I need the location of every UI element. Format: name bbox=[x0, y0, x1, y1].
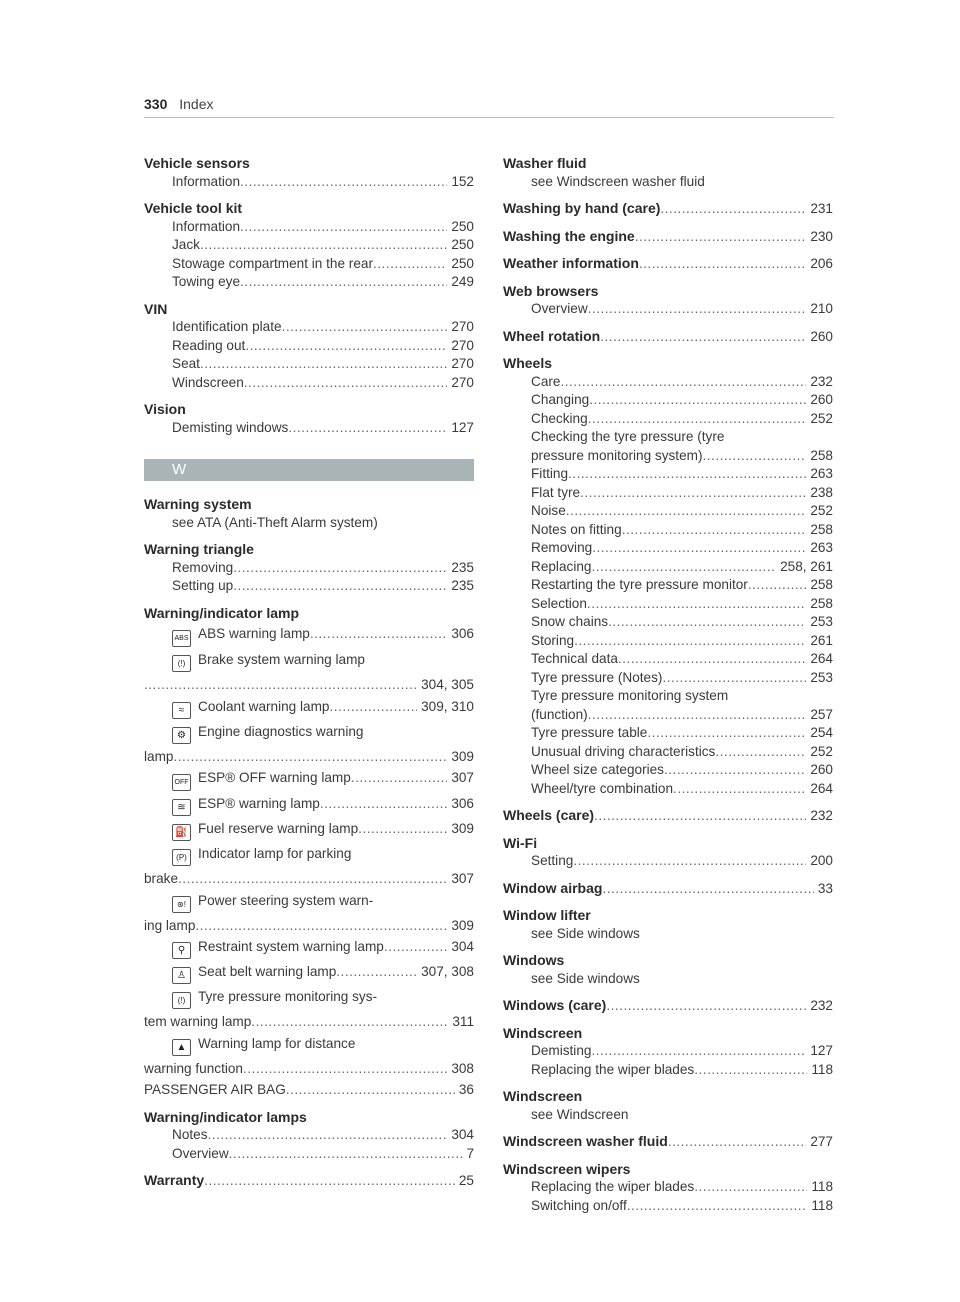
sub-entry-continuation: ing lamp ..... 309 bbox=[144, 917, 474, 936]
sub-entry: (P) Indicator lamp for parking bbox=[144, 845, 474, 866]
index-entry: Window airbag ..... 33 bbox=[503, 879, 833, 899]
index-entry: Washing the engine ..... 230 bbox=[503, 227, 833, 247]
sub-entry: Replacing ..... 258, 261 bbox=[503, 558, 833, 577]
index-entry bbox=[144, 540, 474, 596]
page-number: 330 bbox=[144, 96, 168, 112]
entry-heading: Windscreen wipers bbox=[503, 1160, 631, 1177]
entry-heading: Wheels bbox=[503, 355, 553, 371]
sub-entry: Wheel size categories ..... 260 bbox=[503, 761, 833, 780]
sub-entry: Noise ..... 252 bbox=[503, 502, 833, 521]
sub-entry-continuation: (function) ..... 257 bbox=[503, 706, 833, 725]
index-column-left bbox=[144, 154, 474, 1199]
parking-brake-icon: (P) bbox=[172, 849, 191, 866]
index-entry bbox=[144, 300, 474, 393]
entry-heading: Vehicle sensors bbox=[144, 155, 250, 171]
sub-entry: Tyre pressure monitoring system bbox=[531, 688, 729, 703]
see-reference: see Windscreen bbox=[531, 1106, 629, 1122]
index-entry bbox=[503, 1160, 833, 1216]
sub-entry: Tyre pressure (Notes) ..... 253 bbox=[503, 669, 833, 688]
index-entry bbox=[503, 1024, 833, 1080]
sub-entry: Demisting windows ..... 127 bbox=[144, 419, 474, 438]
entry-heading: Window lifter bbox=[503, 907, 591, 923]
seat-belt-icon: ♙ bbox=[172, 967, 191, 984]
sub-entry-continuation: warning function ..... 308 bbox=[144, 1060, 474, 1079]
sub-entry: ABS ABS warning lamp ..... 306 bbox=[144, 625, 474, 647]
section-letter-bar: W bbox=[144, 459, 474, 481]
sub-entry: Tyre pressure table ..... 254 bbox=[503, 724, 833, 743]
sub-entry: Flat tyre ..... 238 bbox=[503, 484, 833, 503]
sub-entry: Snow chains ..... 253 bbox=[503, 613, 833, 632]
page-title: Index bbox=[179, 96, 214, 112]
index-entry: Wheels (care) ..... 232 bbox=[503, 806, 833, 826]
sub-entry: Identification plate ..... 270 bbox=[144, 318, 474, 337]
sub-entry: (!) Brake system warning lamp bbox=[144, 651, 474, 672]
tyre-pressure-icon: (!) bbox=[172, 992, 191, 1009]
sub-entry-continuation: ..... 304, 305 bbox=[144, 676, 474, 695]
index-entry: Wheel rotation ..... 260 bbox=[503, 327, 833, 347]
sub-entry: Removing ..... 263 bbox=[503, 539, 833, 558]
sub-entry: Towing eye ..... 249 bbox=[144, 273, 474, 292]
index-entry bbox=[503, 951, 833, 988]
sub-entry: Reading out ..... 270 bbox=[144, 337, 474, 356]
sub-entry-continuation: brake ..... 307 bbox=[144, 870, 474, 889]
engine-icon: ⚙ bbox=[172, 727, 191, 744]
entry-heading: Warning triangle bbox=[144, 541, 254, 557]
index-entry: Weather information ..... 206 bbox=[503, 254, 833, 274]
sub-entry: Seat ..... 270 bbox=[144, 355, 474, 374]
sub-entry: Changing ..... 260 bbox=[503, 391, 833, 410]
index-entry bbox=[503, 1087, 833, 1124]
index-column-right bbox=[503, 154, 833, 1223]
sub-entry: PASSENGER AIR BAG ..... 36 bbox=[144, 1081, 474, 1100]
fuel-icon: ⛽ bbox=[172, 824, 191, 841]
index-entry bbox=[144, 199, 474, 292]
header-divider bbox=[144, 117, 834, 118]
sub-entry: Technical data ..... 264 bbox=[503, 650, 833, 669]
entry-heading: Vehicle tool kit bbox=[144, 200, 243, 216]
esp-icon: ≋ bbox=[172, 799, 191, 816]
abs-warning-icon: ABS bbox=[172, 630, 191, 647]
sub-entry: Jack ..... 250 bbox=[144, 236, 474, 255]
index-entry: Windscreen washer fluid ..... 277 bbox=[503, 1132, 833, 1152]
page-header bbox=[144, 96, 214, 112]
entry-heading: Vision bbox=[144, 401, 186, 417]
sub-entry: Unusual driving characteristics ..... 252 bbox=[503, 743, 833, 762]
index-entry bbox=[144, 604, 474, 1100]
sub-entry: Switching on/off ..... 118 bbox=[503, 1197, 833, 1216]
sub-entry: Setting up ..... 235 bbox=[144, 577, 474, 596]
see-reference: see Side windows bbox=[531, 970, 640, 986]
see-reference: see ATA (Anti-Theft Alarm system) bbox=[172, 514, 378, 530]
esp-off-icon: OFF bbox=[172, 774, 191, 791]
sub-entry: Restarting the tyre pressure monitor ..... 258 bbox=[503, 576, 833, 595]
sub-entry: ♙ Seat belt warning lamp ..... 307, 308 bbox=[144, 963, 474, 984]
entry-heading: Windscreen bbox=[503, 1024, 583, 1041]
sub-entry-continuation: pressure monitoring system) ..... 258 bbox=[503, 447, 833, 466]
sub-entry: Information ..... 152 bbox=[144, 173, 474, 192]
sub-entry: Care ..... 232 bbox=[503, 373, 833, 392]
sub-entry: Windscreen ..... 270 bbox=[144, 374, 474, 393]
entry-heading: Warning/indicator lamps bbox=[144, 1108, 307, 1125]
entry-heading: Windscreen bbox=[503, 1088, 583, 1104]
brake-warning-icon: (!) bbox=[172, 655, 191, 672]
sub-entry: Replacing the wiper blades ..... 118 bbox=[503, 1061, 833, 1080]
index-entry bbox=[144, 495, 474, 532]
sub-entry: Overview ..... 210 bbox=[503, 300, 833, 319]
sub-entry: Checking the tyre pressure (tyre bbox=[531, 429, 725, 444]
sub-entry: ⛽ Fuel reserve warning lamp ..... 309 bbox=[144, 820, 474, 841]
index-entry bbox=[503, 906, 833, 943]
coolant-icon: ≈ bbox=[172, 702, 191, 719]
index-entry bbox=[144, 1108, 474, 1164]
sub-entry: Fitting ..... 263 bbox=[503, 465, 833, 484]
entry-heading: VIN bbox=[144, 300, 168, 317]
index-entry bbox=[503, 154, 833, 191]
power-steering-icon: ⊛! bbox=[172, 896, 191, 913]
index-entry bbox=[503, 354, 833, 798]
entry-heading: Washer fluid bbox=[503, 155, 587, 171]
sub-entry: Notes on fitting ..... 258 bbox=[503, 521, 833, 540]
index-entry bbox=[144, 154, 474, 191]
index-entry bbox=[144, 400, 474, 437]
sub-entry: Wheel/tyre combination ..... 264 bbox=[503, 780, 833, 799]
sub-entry: Selection ..... 258 bbox=[503, 595, 833, 614]
sub-entry: OFF ESP® OFF warning lamp ..... 307 bbox=[144, 769, 474, 791]
entry-heading: Web browsers bbox=[503, 282, 599, 299]
sub-entry-continuation: lamp ..... 309 bbox=[144, 748, 474, 767]
see-reference: see Windscreen washer fluid bbox=[531, 173, 705, 189]
sub-entry: ⊛! Power steering system warn- bbox=[144, 892, 474, 913]
index-entry bbox=[503, 282, 833, 319]
sub-entry: Demisting ..... 127 bbox=[503, 1042, 833, 1061]
entry-heading: Wi-Fi bbox=[503, 834, 538, 851]
sub-entry: Notes ..... 304 bbox=[144, 1126, 474, 1145]
sub-entry: (!) Tyre pressure monitoring sys- bbox=[144, 988, 474, 1009]
index-entry: Warranty ..... 25 bbox=[144, 1171, 474, 1191]
sub-entry-continuation: tem warning lamp ..... 311 bbox=[144, 1013, 474, 1032]
entry-heading: Warning/indicator lamp bbox=[144, 604, 300, 621]
distance-warning-icon: ▲ bbox=[172, 1039, 191, 1056]
sub-entry: Replacing the wiper blades ..... 118 bbox=[503, 1178, 833, 1197]
sub-entry: Stowage compartment in the rear ..... 250 bbox=[144, 255, 474, 274]
sub-entry: Information ..... 250 bbox=[144, 218, 474, 237]
sub-entry: Overview ..... 7 bbox=[144, 1145, 474, 1164]
sub-entry: ⚙ Engine diagnostics warning bbox=[144, 723, 474, 744]
sub-entry: Checking ..... 252 bbox=[503, 410, 833, 429]
restraint-system-icon: ⚲ bbox=[172, 942, 191, 959]
entry-heading: Warning system bbox=[144, 496, 252, 512]
sub-entry: Setting ..... 200 bbox=[503, 852, 833, 871]
index-entry: Windows (care) ..... 232 bbox=[503, 996, 833, 1016]
sub-entry: ≈ Coolant warning lamp ..... 309, 310 bbox=[144, 698, 474, 719]
sub-entry: ▲ Warning lamp for distance bbox=[144, 1035, 474, 1056]
index-entry: Washing by hand (care) ..... 231 bbox=[503, 199, 833, 219]
sub-entry: Removing ..... 235 bbox=[144, 559, 474, 578]
sub-entry: Storing ..... 261 bbox=[503, 632, 833, 651]
see-reference: see Side windows bbox=[531, 925, 640, 941]
sub-entry: ⚲ Restraint system warning lamp ..... 304 bbox=[144, 938, 474, 959]
entry-heading: Warranty bbox=[144, 1172, 205, 1188]
sub-entry: ≋ ESP® warning lamp ..... 306 bbox=[144, 795, 474, 816]
entry-heading: Windows bbox=[503, 952, 565, 968]
index-entry bbox=[503, 834, 833, 871]
